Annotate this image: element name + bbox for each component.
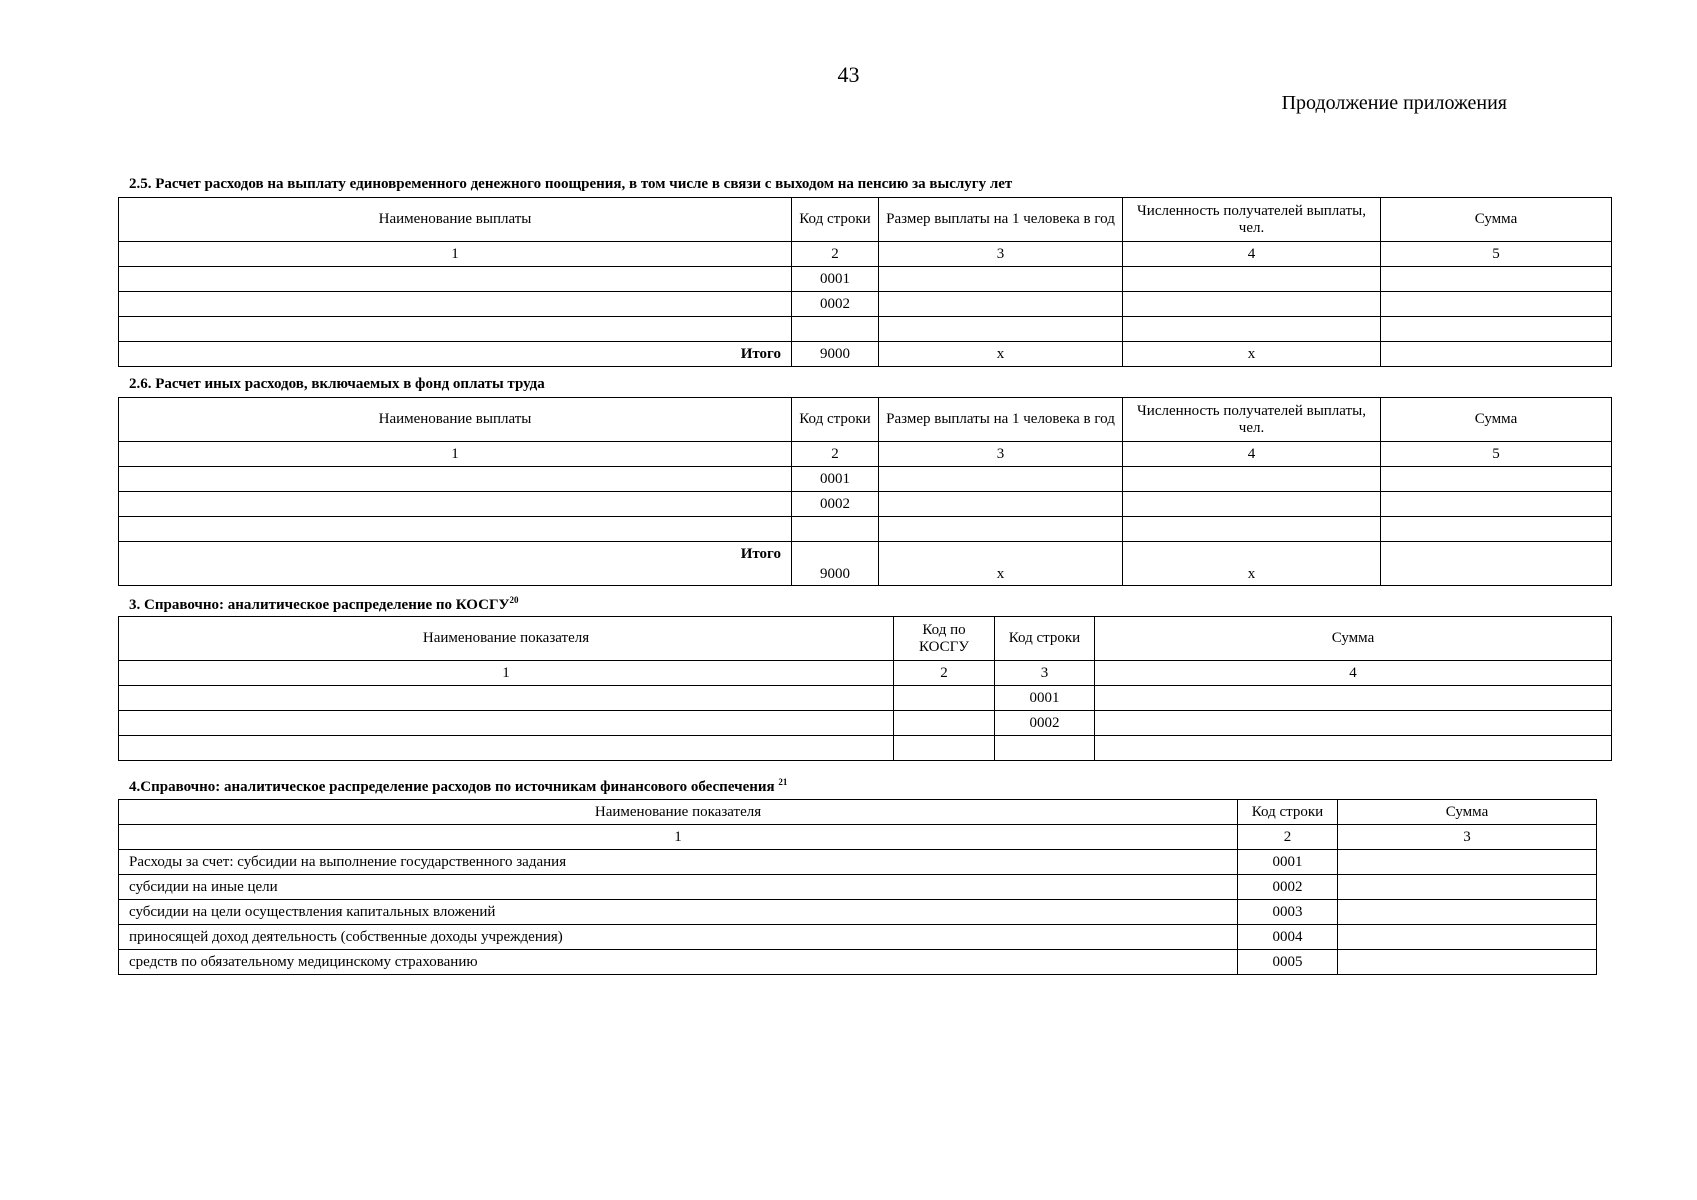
total-label: Итого — [119, 342, 792, 367]
sum-cell[interactable] — [1338, 950, 1597, 975]
sum-cell[interactable] — [1095, 711, 1612, 736]
column-number: 3 — [879, 242, 1123, 267]
row-code: 0001 — [995, 686, 1095, 711]
name-cell[interactable] — [119, 317, 792, 342]
total-label: Итого — [119, 542, 792, 586]
indicator-name: приносящей доход деятельность (собственные доходы учреждения) — [119, 925, 1238, 950]
sum-cell[interactable] — [1381, 317, 1612, 342]
column-number: 1 — [119, 242, 792, 267]
column-number: 1 — [119, 661, 894, 686]
column-number: 1 — [119, 825, 1238, 850]
column-number: 3 — [1338, 825, 1597, 850]
name-cell[interactable] — [119, 492, 792, 517]
header-cell: Наименование выплаты — [119, 198, 792, 242]
column-number: 2 — [792, 242, 879, 267]
column-number: 2 — [792, 442, 879, 467]
row-code — [792, 317, 879, 342]
table-row — [119, 492, 1612, 517]
total-col3-mark: x — [879, 342, 1123, 367]
recipients-count-cell[interactable] — [1123, 267, 1381, 292]
table-row — [119, 925, 1597, 950]
row-code — [995, 736, 1095, 761]
header-cell: Код строки — [792, 398, 879, 442]
table-row — [119, 736, 1612, 761]
table-row — [119, 686, 1612, 711]
amount-per-person-cell[interactable] — [879, 467, 1123, 492]
name-cell[interactable] — [119, 292, 792, 317]
table-row — [119, 950, 1597, 975]
header-cell: Наименование показателя — [119, 800, 1238, 825]
header-cell: Сумма — [1095, 617, 1612, 661]
section-2-6-title: 2.6. Расчет иных расходов, включаемых в фонд оплаты труда — [129, 376, 545, 392]
recipients-count-cell[interactable] — [1123, 492, 1381, 517]
name-cell[interactable] — [119, 736, 894, 761]
section-4-title — [129, 777, 787, 796]
sum-cell[interactable] — [1381, 467, 1612, 492]
amount-per-person-cell[interactable] — [879, 317, 1123, 342]
sum-cell[interactable] — [1338, 875, 1597, 900]
page-number: 43 — [837, 62, 860, 87]
column-number: 1 — [119, 442, 792, 467]
column-number: 4 — [1095, 661, 1612, 686]
sum-cell[interactable] — [1381, 292, 1612, 317]
row-code: 0003 — [1238, 900, 1338, 925]
row-code: 0001 — [792, 467, 879, 492]
sum-cell[interactable] — [1338, 925, 1597, 950]
table-row — [119, 850, 1597, 875]
column-number-row — [119, 442, 1612, 467]
recipients-count-cell[interactable] — [1123, 517, 1381, 542]
sum-cell[interactable] — [1381, 267, 1612, 292]
header-cell: Код строки — [1238, 800, 1338, 825]
row-code — [792, 517, 879, 542]
table-row — [119, 900, 1597, 925]
footnote-ref: 20 — [509, 595, 519, 605]
header-cell: Код строки — [995, 617, 1095, 661]
name-cell[interactable] — [119, 267, 792, 292]
table-header-row — [119, 398, 1612, 442]
total-row — [119, 342, 1612, 367]
header-cell: Численность получателей выплаты, чел. — [1123, 198, 1381, 242]
column-number: 2 — [894, 661, 995, 686]
indicator-name: субсидии на цели осуществления капитальных вложений — [119, 900, 1238, 925]
header-cell: Размер выплаты на 1 человека в год — [879, 398, 1123, 442]
name-cell[interactable] — [119, 467, 792, 492]
header-cell: Численность получателей выплаты, чел. — [1123, 398, 1381, 442]
header-cell: Наименование показателя — [119, 617, 894, 661]
total-col3-mark: x — [879, 542, 1123, 586]
sum-cell[interactable] — [1338, 900, 1597, 925]
amount-per-person-cell[interactable] — [879, 292, 1123, 317]
table-header-row — [119, 617, 1612, 661]
column-number: 2 — [1238, 825, 1338, 850]
row-code: 0002 — [792, 292, 879, 317]
table-row — [119, 875, 1597, 900]
table-row — [119, 711, 1612, 736]
header-cell: Код строки — [792, 198, 879, 242]
footnote-ref: 21 — [778, 777, 788, 787]
name-cell[interactable] — [119, 517, 792, 542]
section-2-5-title: 2.5. Расчет расходов на выплату единовременного денежного поощрения, в том числе в связи с выходом на пенсию за выслугу лет — [129, 176, 1013, 192]
kosgu-code-cell[interactable] — [894, 686, 995, 711]
sum-cell[interactable] — [1381, 492, 1612, 517]
section-3-title — [129, 595, 519, 614]
total-code: 9000 — [792, 542, 879, 586]
row-code: 0001 — [792, 267, 879, 292]
section-4-title-text: 4.Справочно: аналитическое распределение расходов по источникам финансового обеспечения — [129, 779, 775, 795]
total-sum-cell[interactable] — [1381, 542, 1612, 586]
table-row — [119, 517, 1612, 542]
column-number-row — [119, 825, 1597, 850]
indicator-name: субсидии на иные цели — [119, 875, 1238, 900]
sum-cell[interactable] — [1095, 686, 1612, 711]
column-number-row — [119, 242, 1612, 267]
row-code: 0002 — [792, 492, 879, 517]
total-code: 9000 — [792, 342, 879, 367]
table-row — [119, 267, 1612, 292]
header-cell: Сумма — [1338, 800, 1597, 825]
row-code: 0005 — [1238, 950, 1338, 975]
header-cell: Сумма — [1381, 398, 1612, 442]
header-cell: Наименование выплаты — [119, 398, 792, 442]
table-header-row — [119, 800, 1597, 825]
recipients-count-cell[interactable] — [1123, 292, 1381, 317]
recipients-count-cell[interactable] — [1123, 467, 1381, 492]
header-cell: Сумма — [1381, 198, 1612, 242]
total-col4-mark: x — [1123, 542, 1381, 586]
header-cell: Код по КОСГУ — [894, 617, 995, 661]
kosgu-code-cell[interactable] — [894, 736, 995, 761]
column-number: 5 — [1381, 442, 1612, 467]
column-number: 3 — [995, 661, 1095, 686]
kosgu-code-cell[interactable] — [894, 711, 995, 736]
section-3-title-text: 3. Справочно: аналитическое распределение по КОСГУ — [129, 597, 510, 613]
sum-cell[interactable] — [1338, 850, 1597, 875]
table-row — [119, 317, 1612, 342]
section-3-table — [118, 616, 1612, 761]
total-row — [119, 542, 1612, 586]
sum-cell[interactable] — [1095, 736, 1612, 761]
column-number: 4 — [1123, 242, 1381, 267]
total-sum-cell[interactable] — [1381, 342, 1612, 367]
row-code: 0002 — [1238, 875, 1338, 900]
amount-per-person-cell[interactable] — [879, 492, 1123, 517]
column-number: 4 — [1123, 442, 1381, 467]
section-2-6-table — [118, 397, 1612, 586]
table-row — [119, 467, 1612, 492]
row-code: 0004 — [1238, 925, 1338, 950]
indicator-name: Расходы за счет: субсидии на выполнение государственного задания — [119, 850, 1238, 875]
name-cell[interactable] — [119, 686, 894, 711]
row-code: 0001 — [1238, 850, 1338, 875]
column-number: 5 — [1381, 242, 1612, 267]
total-col4-mark: x — [1123, 342, 1381, 367]
table-header-row — [119, 198, 1612, 242]
recipients-count-cell[interactable] — [1123, 317, 1381, 342]
indicator-name: средств по обязательному медицинскому страхованию — [119, 950, 1238, 975]
column-number-row — [119, 661, 1612, 686]
header-cell: Размер выплаты на 1 человека в год — [879, 198, 1123, 242]
amount-per-person-cell[interactable] — [879, 267, 1123, 292]
section-4-table — [118, 799, 1597, 975]
continuation-label: Продолжение приложения — [1281, 92, 1507, 114]
column-number: 3 — [879, 442, 1123, 467]
amount-per-person-cell[interactable] — [879, 517, 1123, 542]
row-code: 0002 — [995, 711, 1095, 736]
section-2-5-table — [118, 197, 1612, 367]
table-row — [119, 292, 1612, 317]
sum-cell[interactable] — [1381, 517, 1612, 542]
name-cell[interactable] — [119, 711, 894, 736]
